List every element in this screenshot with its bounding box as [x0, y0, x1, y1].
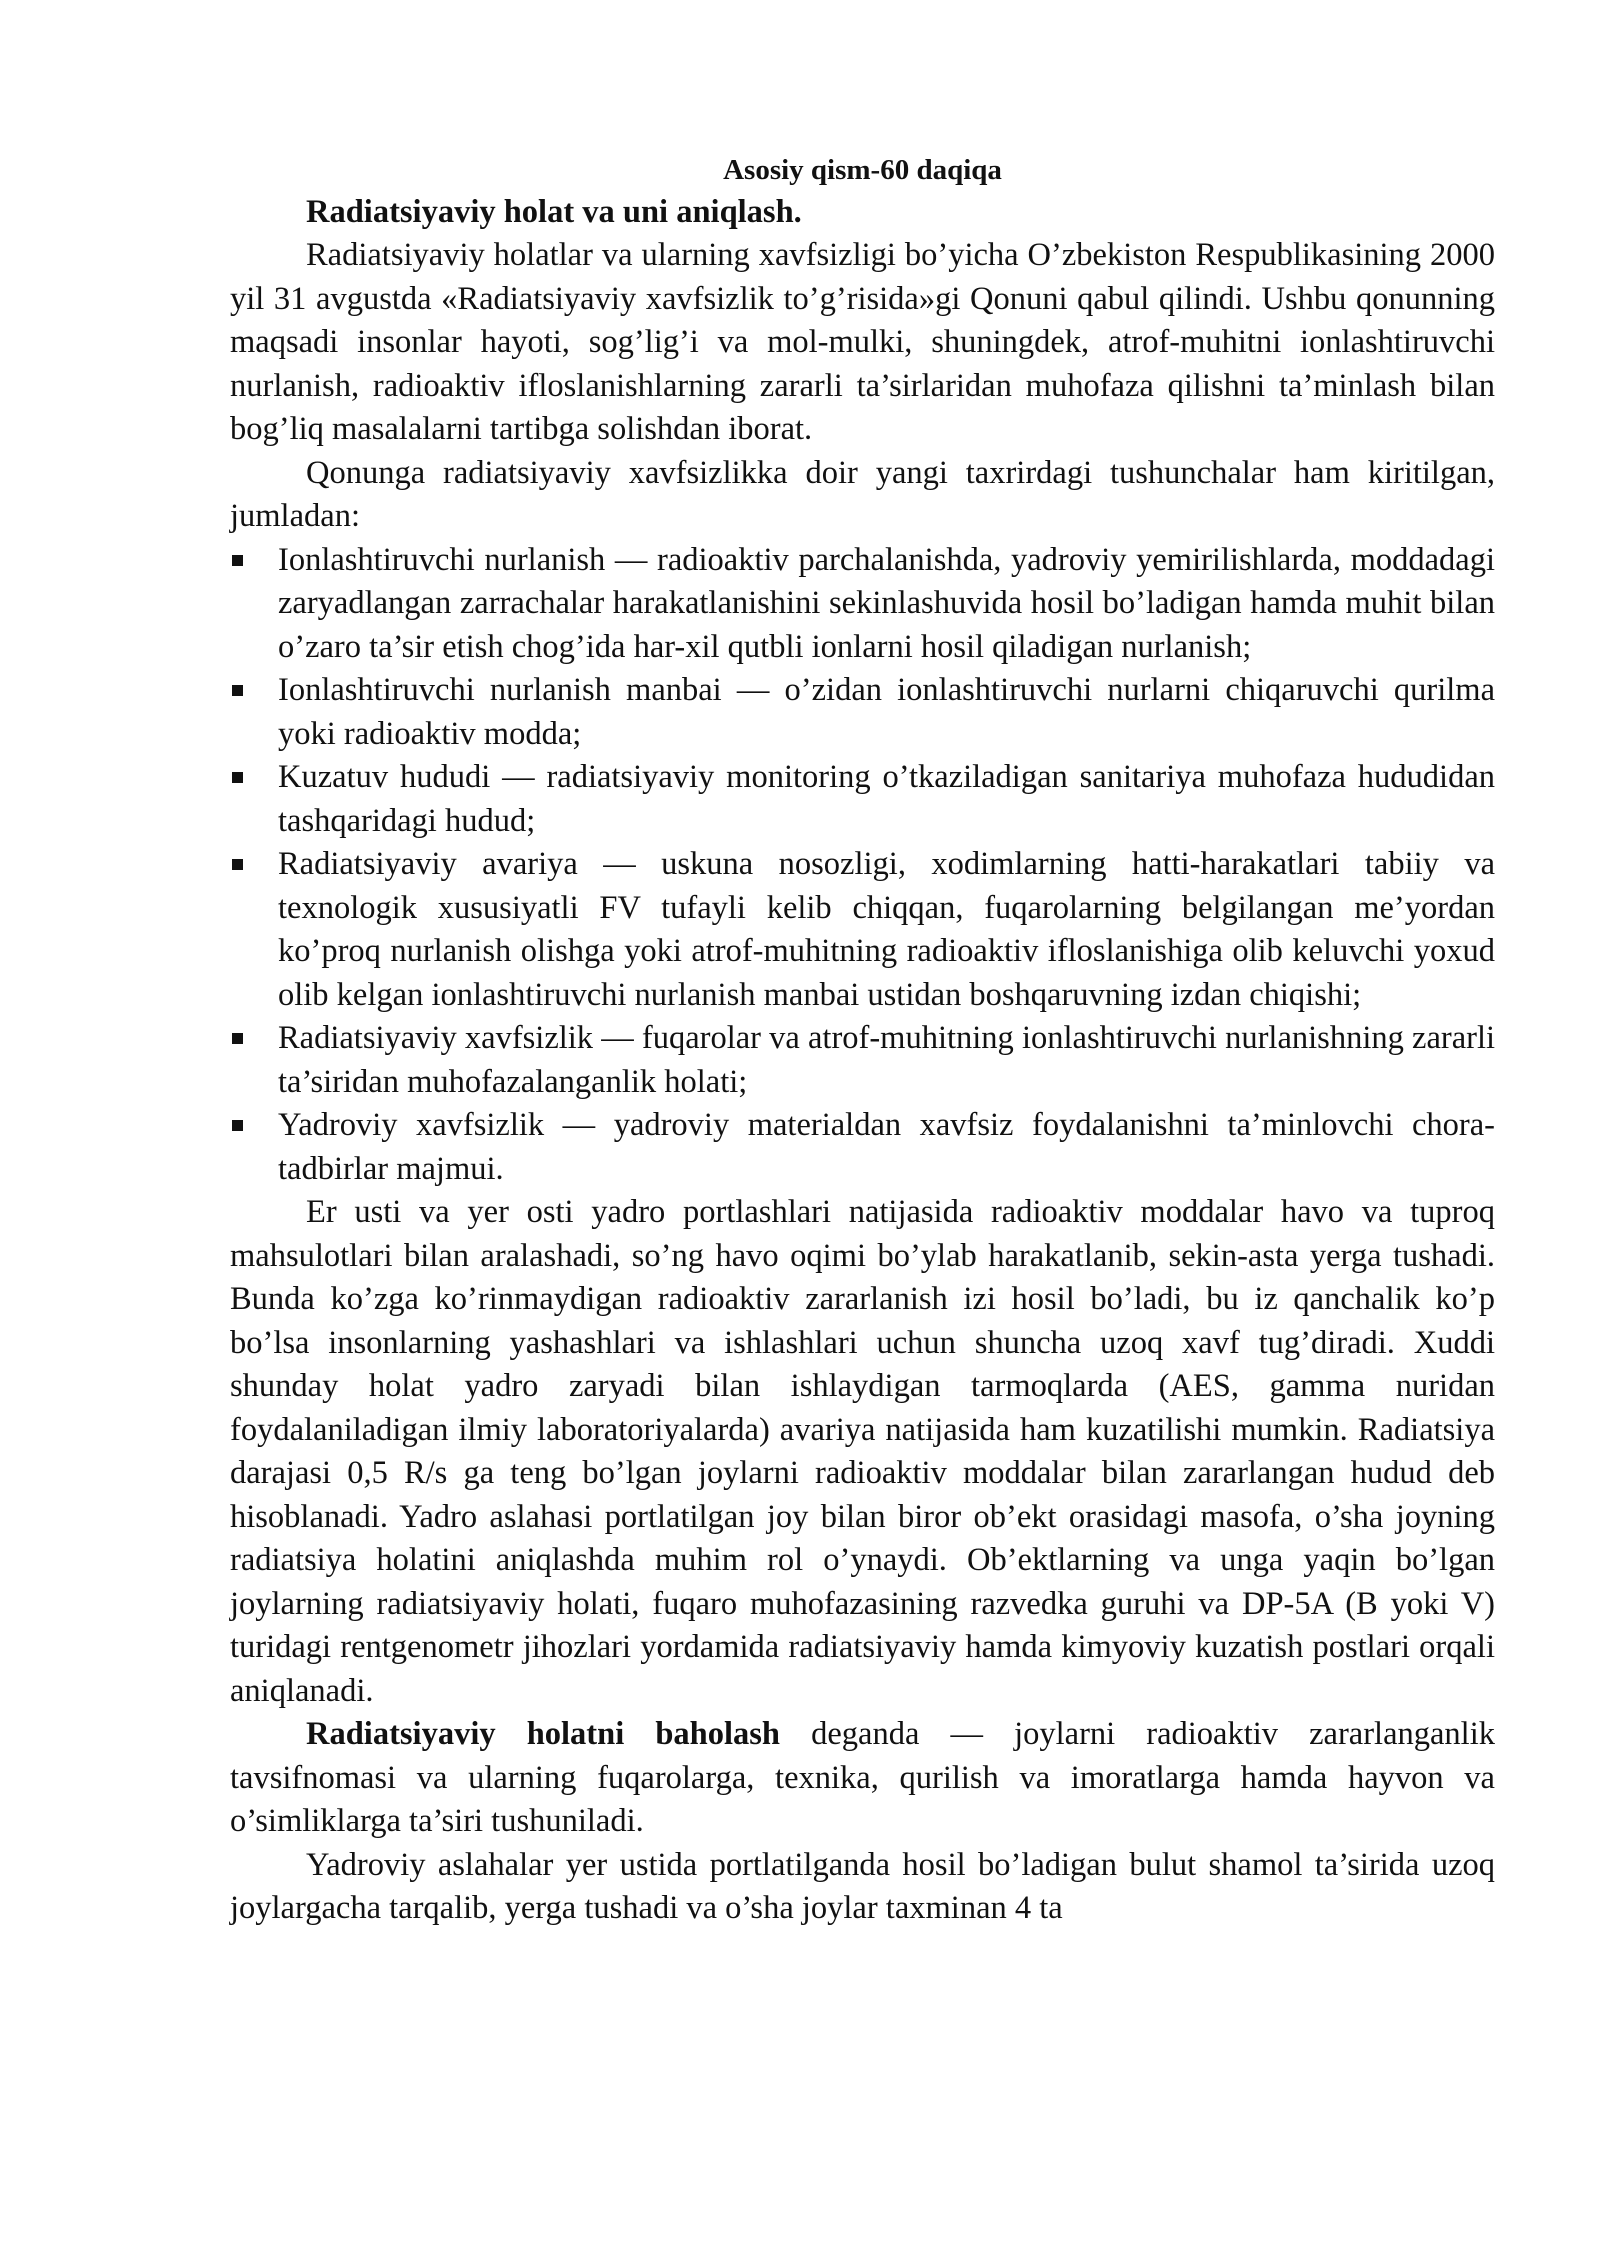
list-item-text: Kuzatuv hududi — radiatsiyaviy monitoring o’tkaziladigan sanitariya muhofaza hududidan tashqaridagi hudud;	[278, 759, 1495, 839]
definitions-list	[230, 539, 1495, 1192]
paragraph-law-intro: Radiatsiyaviy holatlar va ularning xavfsizligi bo’yicha O’zbekiston Respublikasining 2000 yil 31 avgustda «Radiatsiyaviy xavfsizlik to’g’risida»gi Qonuni qabul qilindi. Ushbu qonunning maqsadi insonlar hayoti, sog’lig’i va mol-mulki, shuningdek, atrof-muhitni ionlashtiruvchi nurlanish, radioaktiv ifloslanishlarning zararli ta’sirlaridan muhofaza qilishni ta’minlash bilan bog’liq masalalarni tartibga solishdan iborat.	[230, 237, 1495, 447]
list-item-text: Ionlashtiruvchi nurlanish — radioaktiv parchalanishda, yadroviy yemirilishlarda, moddadagi zaryadlangan zarrachalar harakatlanishini sekinlashuvida hosil bo’ladigan hamda muhit bilan o’zaro ta’sir etish chog’ida har-xil qutbli ionlarni hosil qiladigan nurlanish;	[278, 541, 1495, 665]
assessment-term: Radiatsiyaviy holatni baholash	[306, 1716, 780, 1752]
square-bullet-icon	[232, 772, 243, 783]
list-item-text: Radiatsiyaviy xavfsizlik — fuqarolar va atrof-muhitning ionlashtiruvchi nurlanishning zararli ta’siridan muhofazalanganlik holati;	[278, 1020, 1495, 1100]
paragraph-nuclear-fallout: Er usti va yer osti yadro portlashlari natijasida radioaktiv moddalar havo va tuproq mahsulotlari bilan aralashadi, so’ng havo oqimi bo’ylab harakatlanib, sekin-asta yerga tushadi. Bunda ko’zga ko’rinmaydigan radioaktiv zararlanish izi hosil bo’ladi, bu iz qanchalik ko’p bo’lsa insonlarning yashashlari va ishlashlari uchun shuncha uzoq xavf tug’diradi. Xuddi shunday holat yadro zaryadi bilan ishlaydigan tarmoqlarda (AES, gamma nuridan foydalaniladigan ilmiy laboratoriyalarda) avariya natijasida ham kuzatilishi mumkin. Radiatsiya darajasi 0,5 R/s ga teng bo’lgan joylarni radioaktiv moddalar bilan zararlangan hudud deb hisoblanadi. Yadro aslahasi portlatilgan joy bilan biror ob’ekt orasidagi masofa, o’sha joyning radiatsiya holatini aniqlashda muhim rol o’ynaydi. Ob’ektlarning va unga yaqin bo’lgan joylarning radiatsiyaviy holati, fuqaro muhofazasining razvedka guruhi va DP-5A (B yoki V) turidagi rentgenometr jihozlari yordamida radiatsiyaviy hamda kimyoviy kuzatish postlari orqali aniqlanadi.	[230, 1194, 1495, 1709]
assessment-definition: deganda — joylarni radioaktiv zararlanganlik tavsifnomasi va ularning fuqarolarga, texnika, qurilish va imoratlarga hamda hayvon va o’simliklarga ta’siri tushuniladi.	[230, 1716, 1495, 1839]
list-item-text: Yadroviy xavfsizlik — yadroviy materialdan xavfsiz foydalanishni ta’minlovchi chora-tadbirlar majmui.	[278, 1107, 1495, 1187]
list-item	[230, 843, 1495, 1017]
list-item	[230, 1017, 1495, 1104]
square-bullet-icon	[232, 555, 243, 566]
paragraph-definitions-intro: Qonunga radiatsiyaviy xavfsizlikka doir yangi taxrirdagi tushunchalar ham kiritilgan, jumladan:	[230, 454, 1495, 534]
section-title: Radiatsiyaviy holat va uni aniqlash.	[306, 194, 802, 230]
paragraph-cloud-spread: Yadroviy aslahalar yer ustida portlatilganda hosil bo’ladigan bulut shamol ta’sirida uzoq joylargacha tarqalib, yerga tushadi va o’sha joylar taxminan 4 ta	[230, 1846, 1495, 1926]
paragraph-assessment	[230, 1713, 1495, 1844]
square-bullet-icon	[232, 859, 243, 870]
list-item-text: Ionlashtiruvchi nurlanish manbai — o’zidan ionlashtiruvchi nurlarni chiqaruvchi qurilma yoki radioaktiv modda;	[278, 672, 1495, 752]
square-bullet-icon	[232, 1120, 243, 1131]
document-page	[230, 150, 1495, 1931]
list-item-text: Radiatsiyaviy avariya — uskuna nosozligi, xodimlarning hatti-harakatlari tabiiy va texnologik xususiyatli FV tufayli kelib chiqqan, fuqarolarning belgilangan me’yordan ko’proq nurlanish olishga yoki atrof-muhitning radioaktiv ifloslanishiga olib keluvchi yoxud olib kelgan ionlashtiruvchi nurlanish manbai ustidan boshqaruvning izdan chiqishi;	[278, 846, 1495, 1013]
section-header: Asosiy qism-60 daqiqa	[723, 154, 1002, 186]
square-bullet-icon	[232, 1033, 243, 1044]
list-item	[230, 756, 1495, 843]
list-item	[230, 539, 1495, 670]
square-bullet-icon	[232, 685, 243, 696]
list-item	[230, 1104, 1495, 1191]
list-item	[230, 669, 1495, 756]
